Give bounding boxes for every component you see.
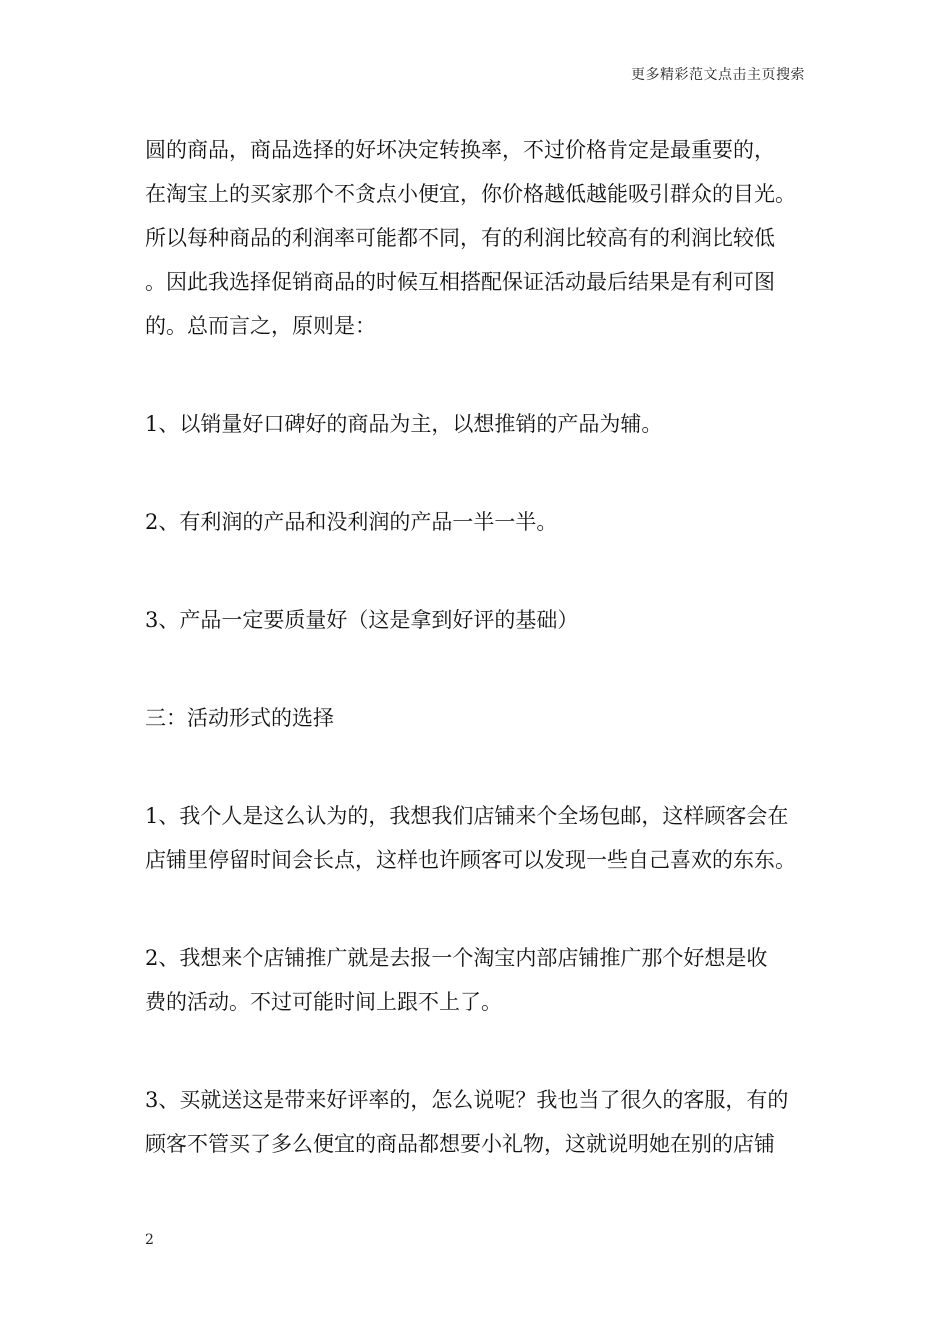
text-line: 三：活动形式的选择 (145, 706, 334, 730)
list-item (145, 500, 825, 544)
text-line: 1、我个人是这么认为的，我想我们店铺来个全场包邮，这样顾客会在 (145, 804, 789, 828)
text-line: 2、我想来个店铺推广就是去报一个淘宝内部店铺推广那个好想是收 (145, 946, 768, 970)
text-line: 圆的商品，商品选择的好坏决定转换率，不过价格肯定是最重要的， (145, 138, 775, 162)
text-line: 费的活动。不过可能时间上跟不上了。 (145, 990, 502, 1014)
text-line: 3、买就送这是带来好评率的，怎么说呢？我也当了很久的客服，有的 (145, 1088, 789, 1112)
document-body (145, 128, 825, 1166)
page-number: 2 (145, 1232, 154, 1248)
text-line: 3、产品一定要质量好（这是拿到好评的基础） (145, 608, 579, 632)
text-line: 在淘宝上的买家那个不贪点小便宜，你价格越低越能吸引群众的目光。 (145, 182, 796, 206)
section-heading (145, 696, 825, 740)
text-line: 所以每种商品的利润率可能都不同，有的利润比较高有的利润比较低 (145, 226, 775, 250)
text-line: 。因此我选择促销商品的时候互相搭配保证活动最后结果是有利可图 (145, 270, 775, 294)
list-item (145, 402, 825, 446)
text-line: 顾客不管买了多么便宜的商品都想要小礼物，这就说明她在别的店铺 (145, 1132, 775, 1156)
text-line: 2、有利润的产品和没利润的产品一半一半。 (145, 510, 558, 534)
list-item (145, 794, 825, 882)
text-line: 的。总而言之，原则是： (145, 314, 376, 338)
paragraph (145, 128, 825, 348)
list-item (145, 1078, 825, 1166)
list-item (145, 936, 825, 1024)
list-item (145, 598, 825, 642)
header-note: 更多精彩范文点击主页搜索 (631, 67, 805, 83)
text-line: 店铺里停留时间会长点，这样也许顾客可以发现一些自己喜欢的东东。 (145, 848, 796, 872)
text-line: 1、以销量好口碑好的商品为主，以想推销的产品为辅。 (145, 412, 663, 436)
